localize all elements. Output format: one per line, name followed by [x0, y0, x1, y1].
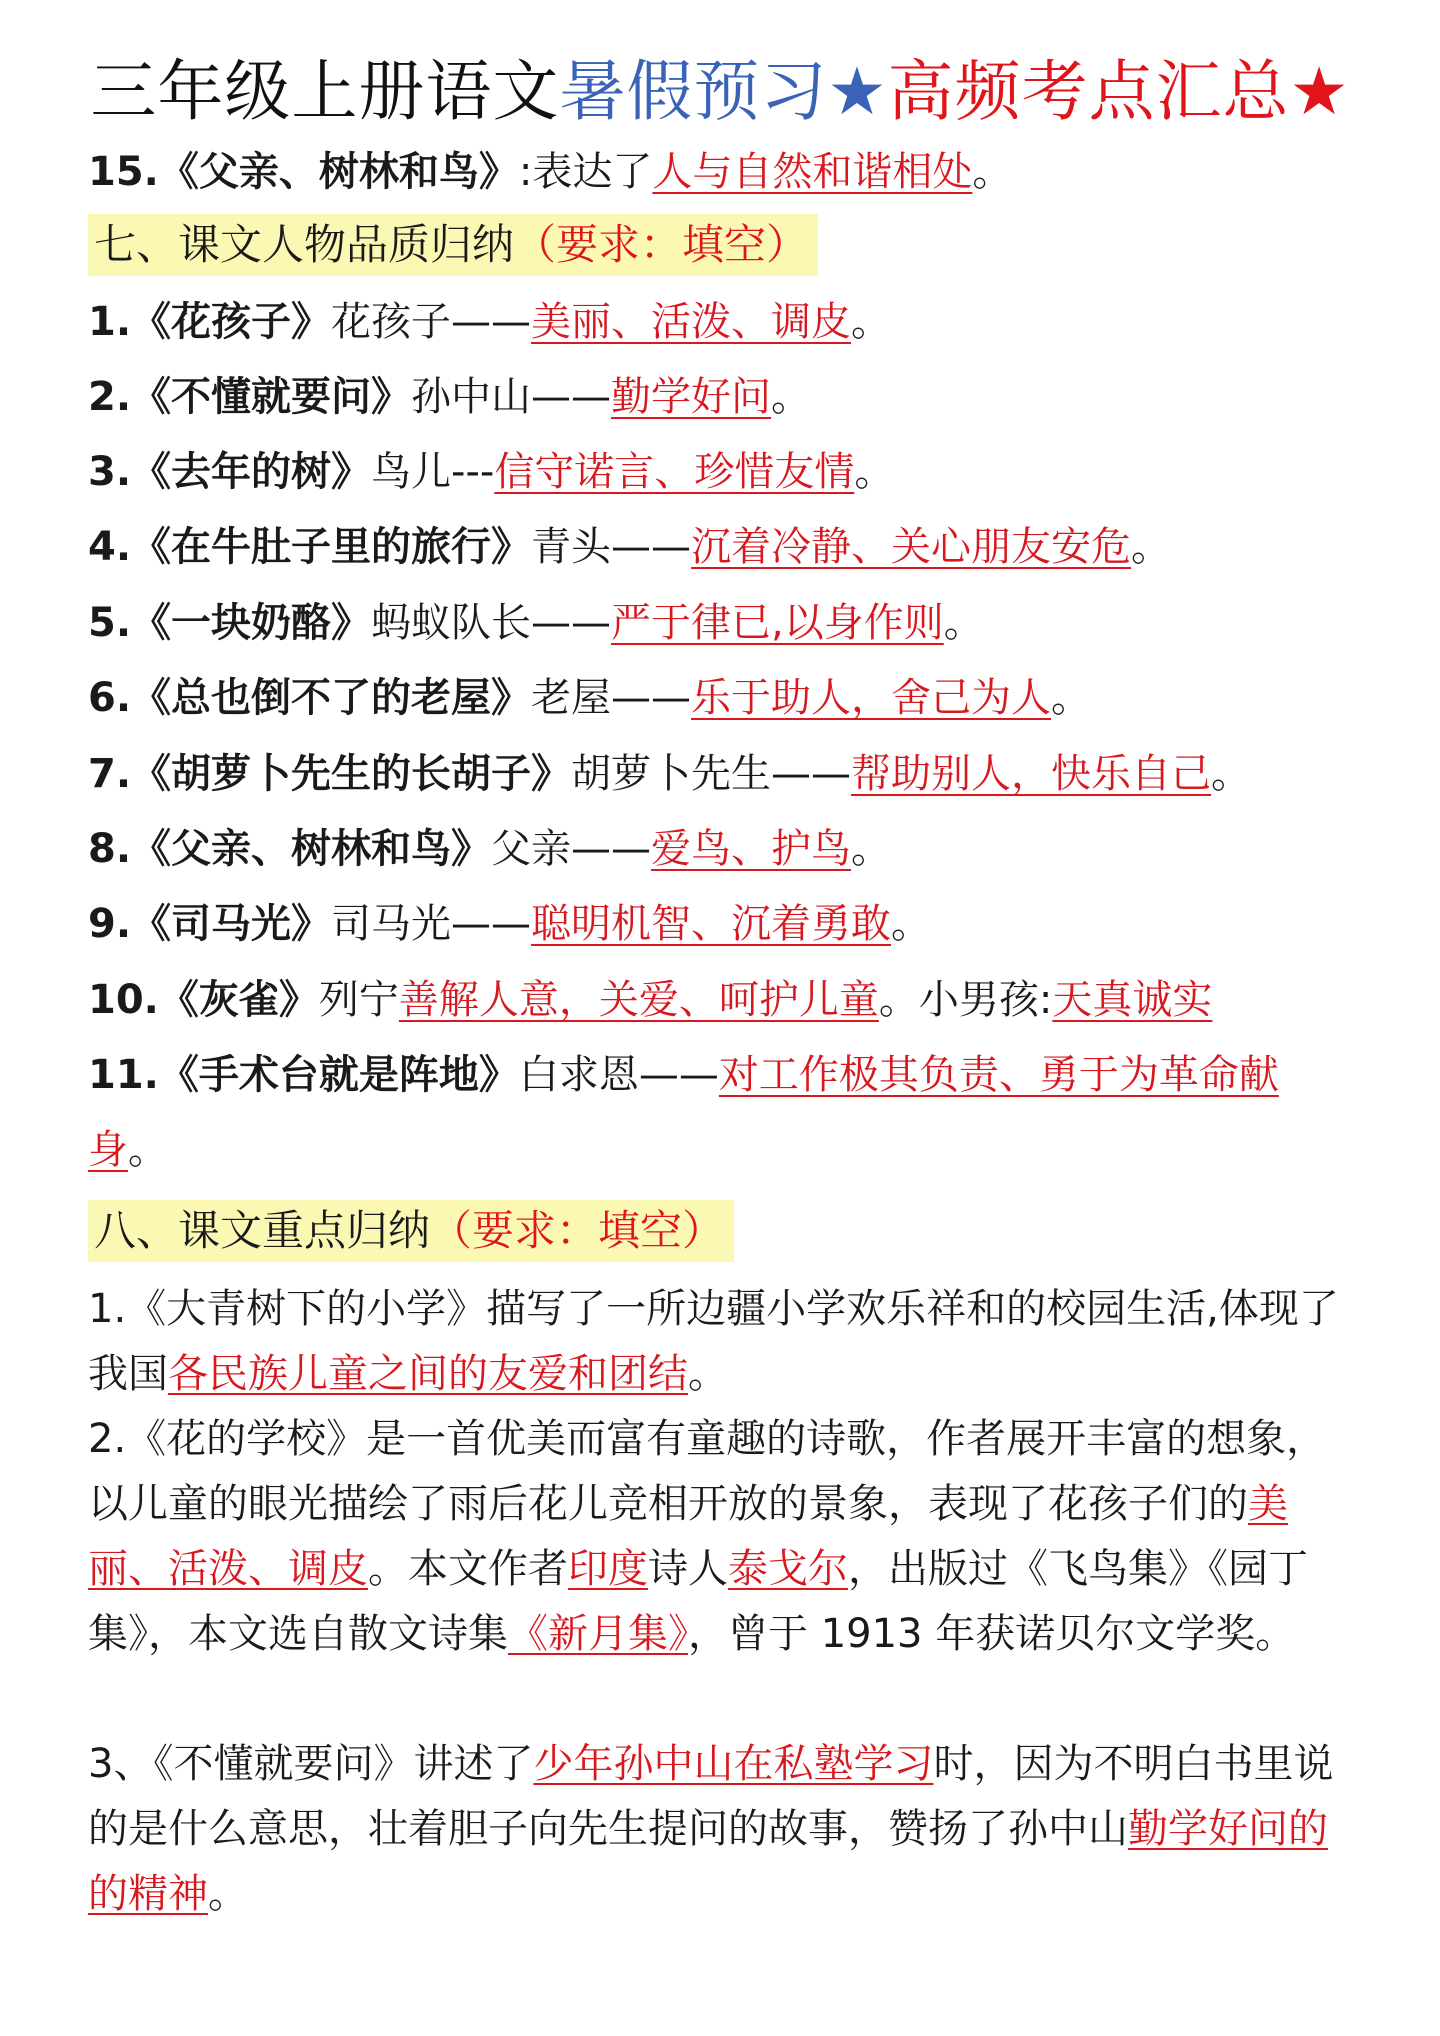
item-text: 。小男孩: — [878, 977, 1053, 1023]
title-part-grade: 三年级上册语文 — [90, 53, 560, 130]
character-name: 花孩子—— — [331, 299, 532, 345]
item-number: 9. — [88, 901, 132, 947]
answer-text: 沉着冷静、关心朋友安危 — [691, 524, 1132, 570]
list-item — [88, 817, 1360, 881]
book-title: 《花孩子》 — [131, 299, 332, 345]
section-heading-8 — [88, 1200, 734, 1262]
item-number: 6. — [88, 675, 132, 721]
title-part-keypoints: 高频考点汇总 — [887, 53, 1290, 130]
answer-text: 严于律已,以身作则 — [611, 600, 944, 646]
book-title: 《不懂就要问》 — [131, 374, 412, 420]
page-title — [0, 44, 1440, 140]
list-item — [88, 290, 1360, 354]
answer-text: 善解人意，关爱、呵护儿童 — [398, 977, 879, 1023]
item-end: 。 — [943, 600, 984, 646]
item-end: 。 — [1211, 751, 1252, 797]
para-text: ，出版过《飞鸟集》《园丁集》，本文选自散文诗集 — [88, 1546, 1308, 1657]
answer-text: 勤学好问的的精神 — [88, 1806, 1328, 1917]
answer-text: 《新月集》 — [508, 1611, 688, 1657]
book-title: 《一块奶酪》 — [131, 600, 372, 646]
star-icon: ★ — [1289, 53, 1350, 130]
item-number: 15. — [88, 149, 159, 195]
list-item — [88, 968, 1360, 1032]
answer-text: 勤学好问 — [611, 374, 772, 420]
item-end: 。 — [1131, 524, 1172, 570]
answer-text: 少年孙中山在私塾学习 — [533, 1741, 934, 1787]
character-name: 司马光—— — [331, 901, 532, 947]
para-text: 1.《大青树下的小学》描写了一所边疆小学欢乐祥和的校园生活,体现了我国 — [88, 1286, 1339, 1397]
answer-text: 帮助别人，快乐自己 — [851, 751, 1212, 797]
character-name: 白求恩—— — [518, 1052, 719, 1098]
character-name: 老屋—— — [531, 675, 692, 721]
character-name: 鸟儿--- — [371, 449, 495, 495]
item-end: 。 — [771, 374, 812, 420]
list-item — [88, 140, 1360, 204]
heading-requirement: （要求：填空） — [430, 1206, 725, 1255]
answer-text: 对工作极其负责、勇于为革命献 — [718, 1052, 1279, 1098]
para-text: 时，因为不明白书里说的是什么意思，壮着胆子向先生提问的故事，赞扬了孙中山 — [88, 1741, 1334, 1852]
star-icon: ★ — [827, 53, 888, 130]
book-title: 《父亲、树林和鸟》 — [131, 826, 492, 872]
item-number: 3. — [88, 449, 132, 495]
section-heading-7 — [88, 214, 818, 276]
answer-text: 聪明机智、沉着勇敢 — [531, 901, 892, 947]
item-number: 8. — [88, 826, 132, 872]
para-text: 。本文作者 — [368, 1546, 568, 1592]
book-title: 《胡萝卜先生的长胡子》 — [131, 751, 572, 797]
character-name: 胡萝卜先生—— — [571, 751, 852, 797]
item-number: 4. — [88, 524, 132, 570]
item-end: 。 — [854, 449, 895, 495]
item-number: 10. — [88, 977, 159, 1023]
para-text: ，曾于 1913 年获诺贝尔文学奖。 — [688, 1611, 1296, 1657]
character-name: 蚂蚁队长—— — [371, 600, 612, 646]
list-item — [88, 515, 1360, 579]
list-item-continuation — [88, 1118, 1360, 1182]
item-text: :表达了 — [518, 149, 653, 195]
para-text: 。 — [688, 1351, 728, 1397]
answer-text: 天真诚实 — [1052, 977, 1213, 1023]
answer-text: 美丽、活泼、调皮 — [531, 299, 852, 345]
answer-text: 泰戈尔 — [728, 1546, 848, 1592]
answer-text: 身 — [88, 1127, 128, 1173]
list-item — [88, 892, 1360, 956]
item-end: 。 — [851, 826, 892, 872]
list-item — [88, 591, 1360, 655]
para-text: 3、《不懂就要问》讲述了 — [88, 1741, 534, 1787]
list-item — [88, 666, 1360, 730]
answer-text: 印度 — [568, 1546, 648, 1592]
book-title: 《手术台就是阵地》 — [158, 1052, 519, 1098]
book-title: 《在牛肚子里的旅行》 — [131, 524, 532, 570]
list-item — [88, 742, 1360, 806]
item-number: 7. — [88, 751, 132, 797]
heading-text: 八、课文重点归纳 — [94, 1206, 431, 1255]
paragraph-1 — [88, 1277, 1360, 1407]
book-title: 《总也倒不了的老屋》 — [131, 675, 532, 721]
answer-text: 信守诺言、珍惜友情 — [494, 449, 855, 495]
heading-requirement: （要求：填空） — [514, 220, 809, 269]
answer-text: 爱鸟、护鸟 — [651, 826, 852, 872]
item-end: 。 — [851, 299, 892, 345]
item-end: 。 — [891, 901, 932, 947]
title-part-preview: 暑假预习 — [559, 53, 828, 130]
answer-text: 美丽、活泼、调皮 — [88, 1481, 1288, 1592]
character-name: 列宁 — [318, 977, 399, 1023]
answer-text: 各民族儿童之间的友爱和团结 — [168, 1351, 688, 1397]
para-text: 。 — [208, 1871, 248, 1917]
character-name: 父亲—— — [491, 826, 652, 872]
character-name: 孙中山—— — [411, 374, 612, 420]
list-item — [88, 1043, 1360, 1107]
character-name: 青头—— — [531, 524, 692, 570]
book-title: 《司马光》 — [131, 901, 332, 947]
list-item — [88, 365, 1360, 429]
item-number: 1. — [88, 299, 132, 345]
answer-text: 人与自然和谐相处 — [652, 149, 973, 195]
heading-text: 七、课文人物品质归纳 — [94, 220, 515, 269]
book-title: 《灰雀》 — [158, 977, 319, 1023]
item-end: 。 — [1051, 675, 1092, 721]
book-title: 《去年的树》 — [131, 449, 372, 495]
para-text: 诗人 — [648, 1546, 728, 1592]
answer-text: 乐于助人，舍己为人 — [691, 675, 1052, 721]
item-end: 。 — [128, 1127, 168, 1173]
item-number: 5. — [88, 600, 132, 646]
item-number: 11. — [88, 1052, 159, 1098]
paragraph-2 — [88, 1407, 1360, 1667]
item-end: 。 — [972, 149, 1013, 195]
book-title: 《父亲、树林和鸟》 — [158, 149, 519, 195]
paragraph-3 — [88, 1732, 1360, 1927]
list-item — [88, 440, 1360, 504]
item-number: 2. — [88, 374, 132, 420]
para-text: 2.《花的学校》是一首优美而富有童趣的诗歌，作者展开丰富的想象，以儿童的眼光描绘了雨后花儿竞相开放的景象，表现了花孩子们的 — [88, 1416, 1327, 1527]
